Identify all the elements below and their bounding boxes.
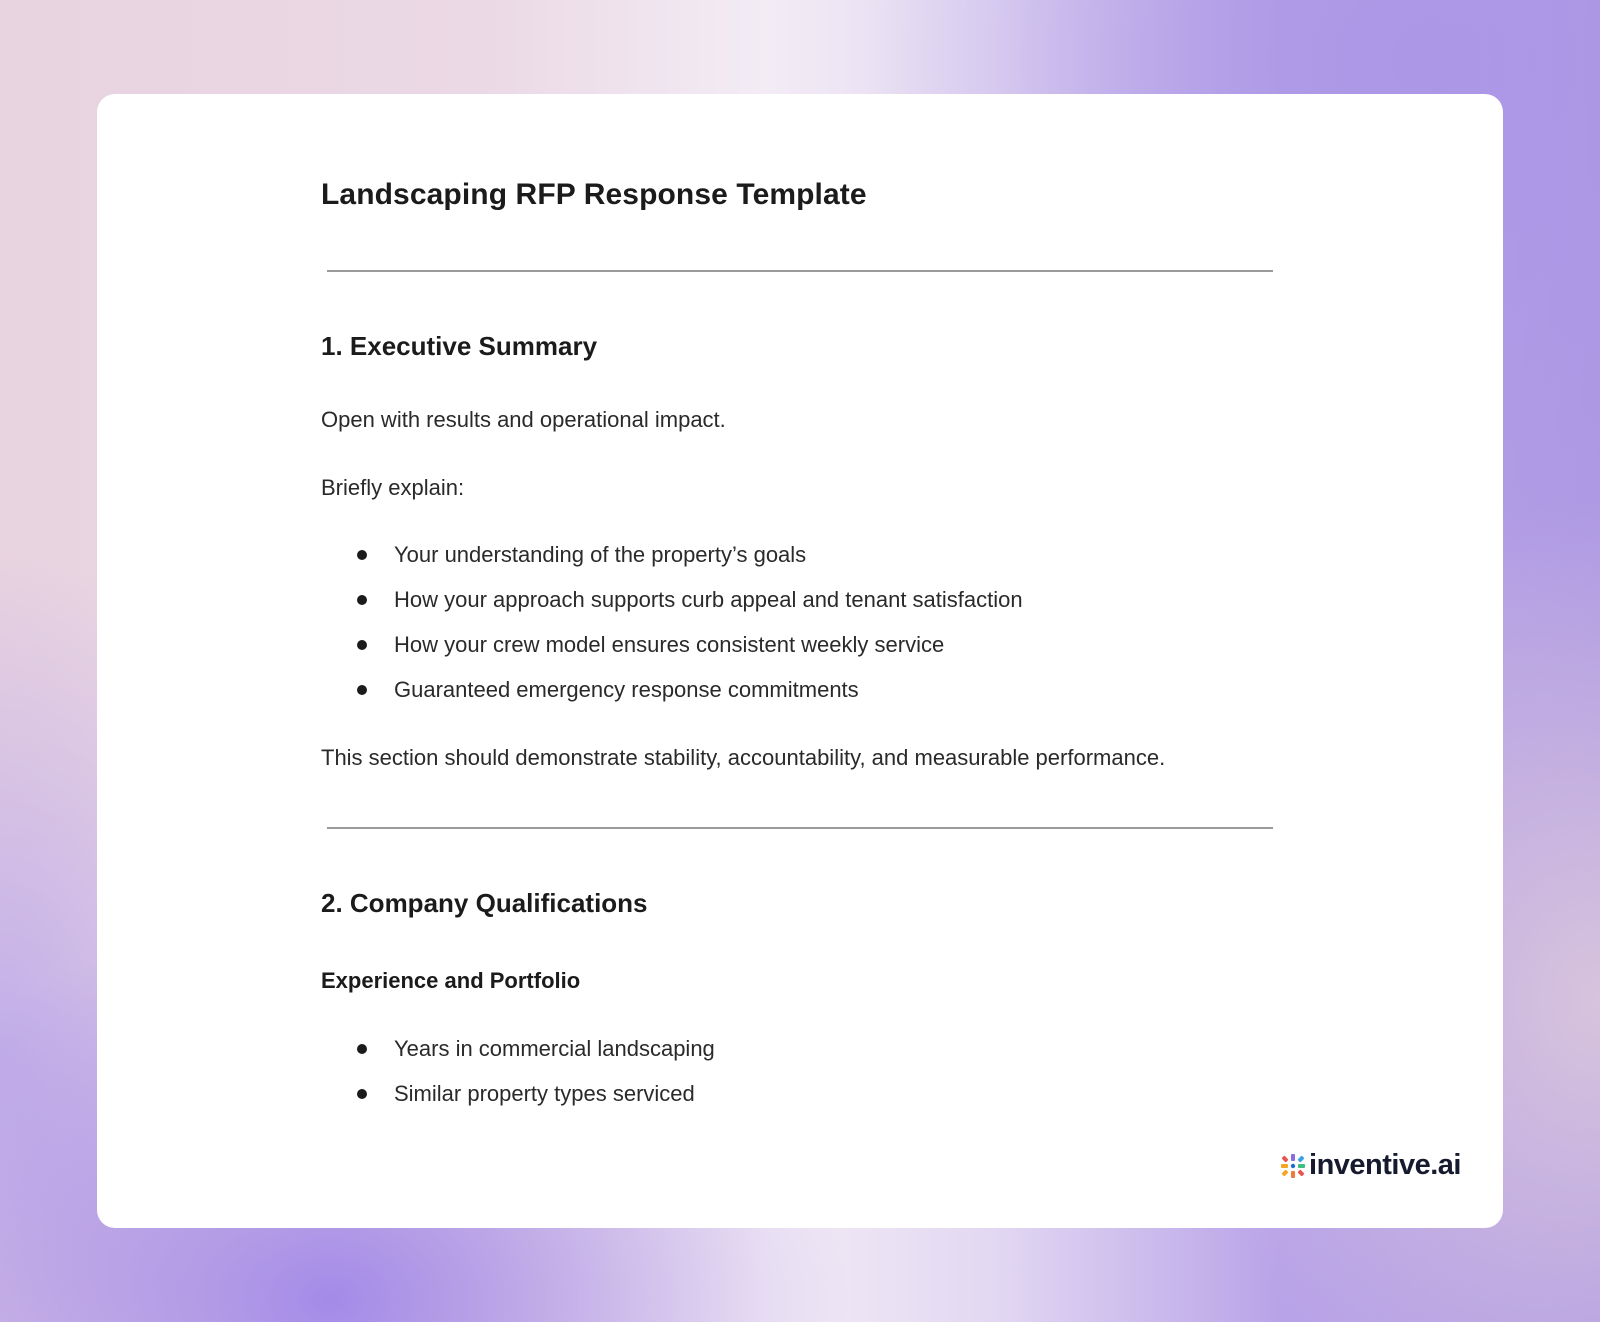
list-item: Your understanding of the property’s goals	[321, 542, 1023, 587]
section-divider	[327, 270, 1273, 272]
paragraph: Open with results and operational impact.	[321, 407, 726, 432]
section-divider	[327, 827, 1273, 829]
list-item: How your approach supports curb appeal and tenant satisfaction	[321, 587, 1023, 632]
bullet-icon	[357, 1044, 367, 1054]
brand-logo	[1280, 1151, 1461, 1180]
bullet-icon	[357, 640, 367, 650]
section-heading-executive-summary: 1. Executive Summary	[321, 331, 598, 361]
bullet-list-executive-summary	[321, 542, 1023, 722]
document-title: Landscaping RFP Response Template	[321, 178, 867, 211]
paragraph-closing: This section should demonstrate stability, accountability, and measurable performance.	[321, 745, 1166, 770]
subheading-experience-portfolio: Experience and Portfolio	[321, 968, 581, 993]
paragraph: Briefly explain:	[321, 475, 465, 500]
bullet-list-qualifications	[321, 1036, 715, 1126]
spark-burst-icon	[1280, 1153, 1306, 1179]
bullet-icon	[357, 550, 367, 560]
list-item: Similar property types serviced	[321, 1081, 715, 1126]
brand-name: inventive.ai	[1309, 1149, 1461, 1181]
document-card	[97, 94, 1503, 1228]
bullet-icon	[357, 685, 367, 695]
list-item: Years in commercial landscaping	[321, 1036, 715, 1081]
list-item: Guaranteed emergency response commitments	[321, 677, 1023, 722]
bullet-icon	[357, 595, 367, 605]
bullet-icon	[357, 1089, 367, 1099]
section-heading-company-qualifications: 2. Company Qualifications	[321, 888, 648, 918]
list-item: How your crew model ensures consistent weekly service	[321, 632, 1023, 677]
